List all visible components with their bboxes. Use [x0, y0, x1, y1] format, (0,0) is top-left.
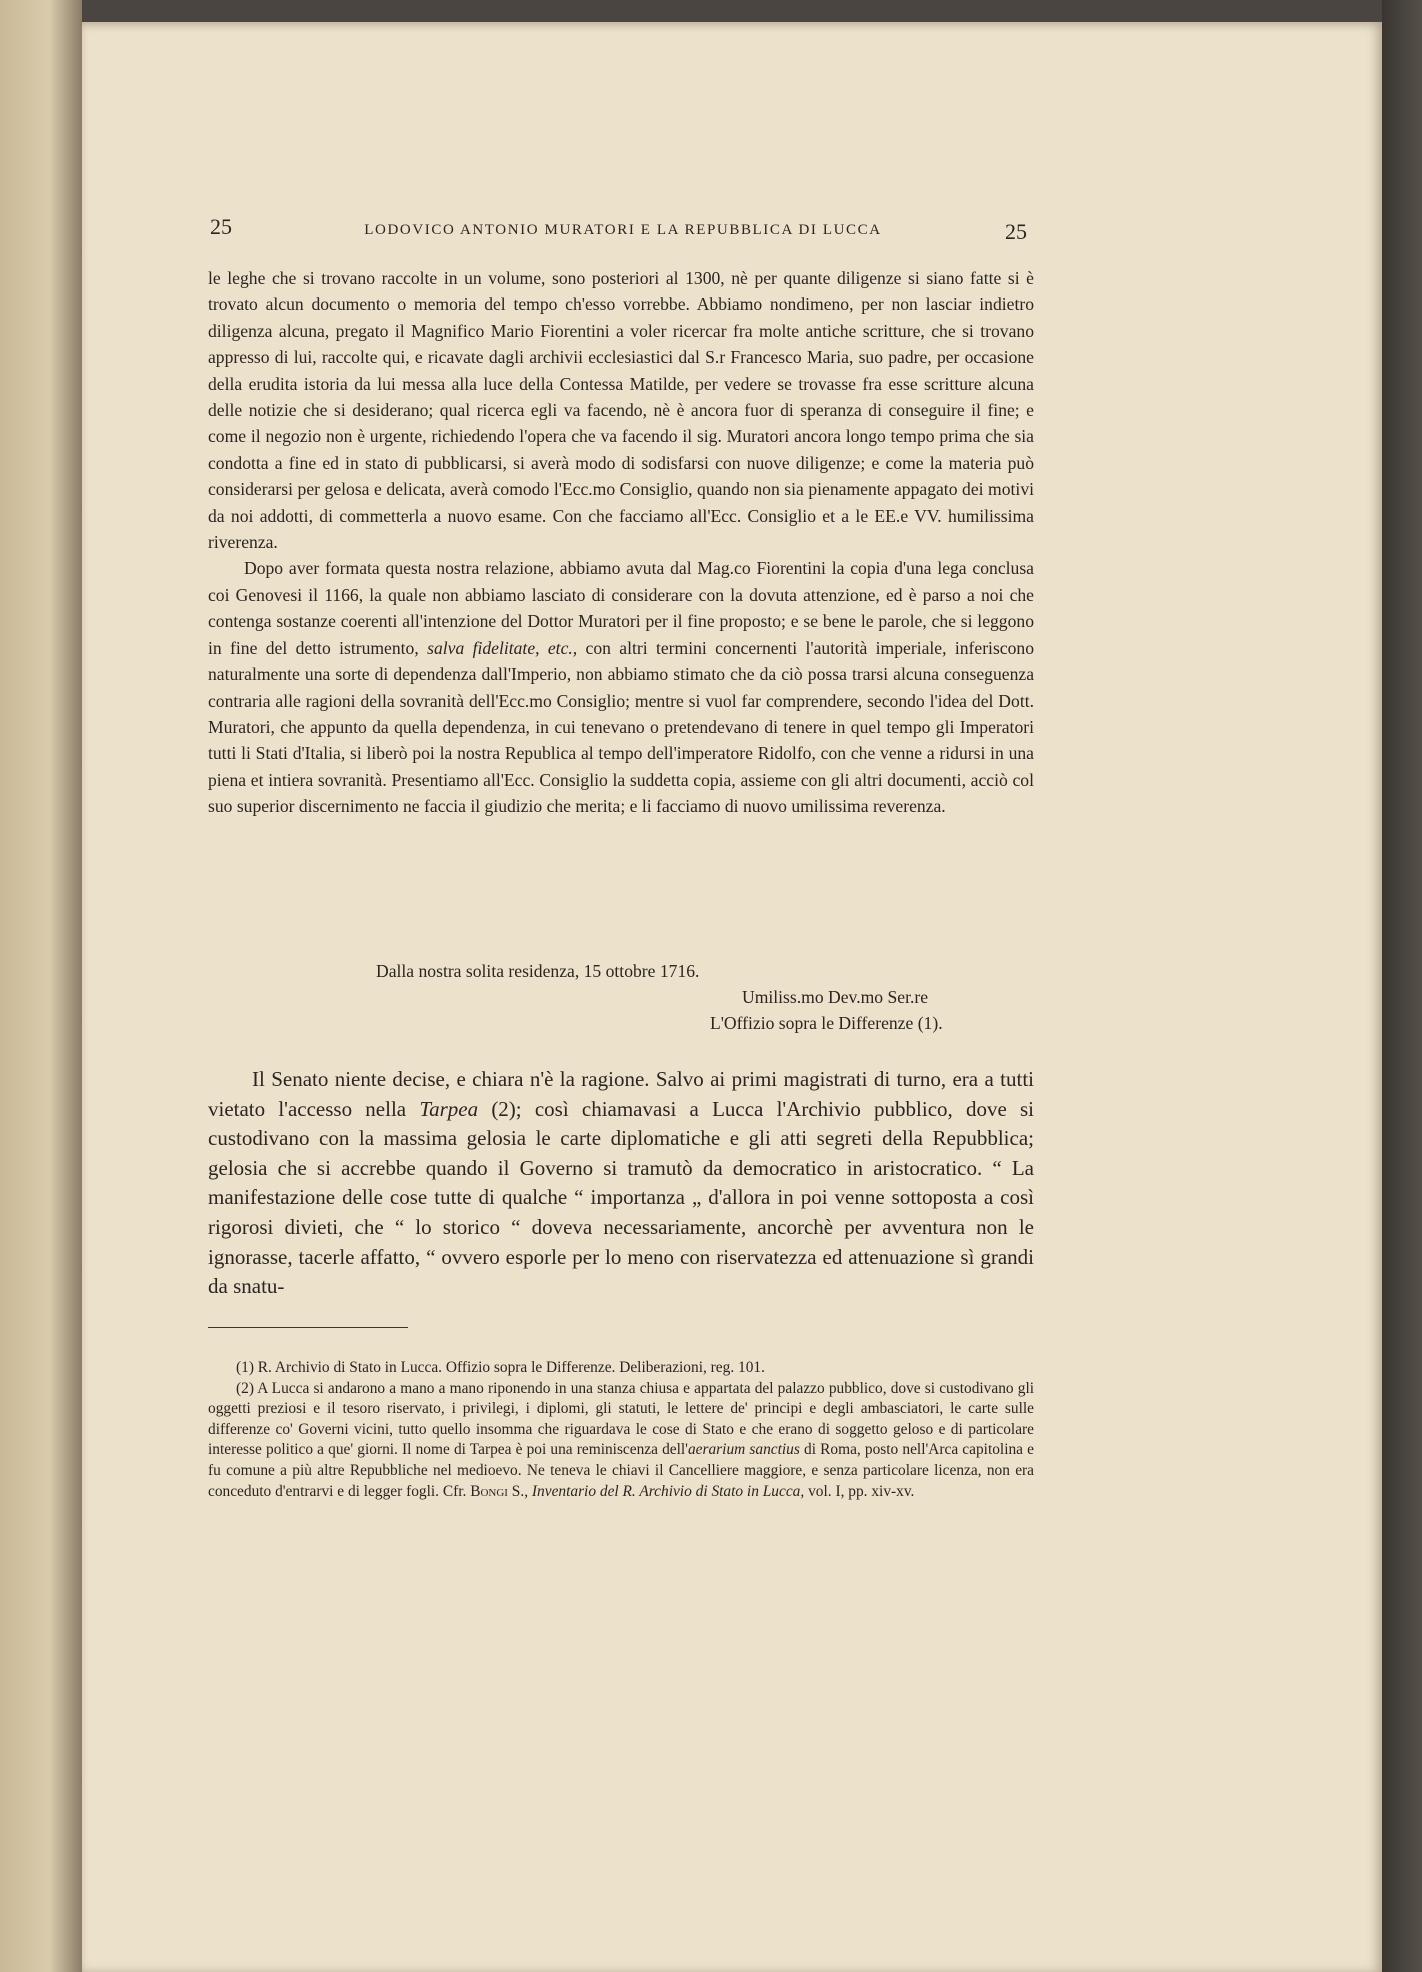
report-paragraph-1: le leghe che si trovano raccolte in un volume, sono posteriori al 1300, nè per quante diligenze si siano fatte si è trovato alcun documento o memoria del tempo ch'esso vorrebbe. Abbiamo nondimeno, per non lasciar indietro diligenza alcuna, pregato il Magnifico Mario Fiorentini a voler ricercar fra molte antiche scritture, che si trovano appresso di lui, raccolte qui, e ricavate dagli archivii ecclesiastici dal S.r Francesco Maria, suo padre, per occasione della erudita istoria da lui messa alla luce della Contessa Matilde, per vedere se trovasse fra esse scritture alcuna delle notizie che si desiderano; qual ricerca egli va facendo, nè è ancora fuor di speranza di conseguire il fine; e come il negozio non è urgente, richiedendo l'opera che va facendo il sig. Muratori ancora longo tempo prima che sia condotta a fine ed in stato di pubblicarsi, si averà modo di sodisfarsi con nuove diligenze; e come la materia può considerarsi per gelosa e delicata, averà comodo l'Ecc.mo Consiglio, quando non sia pienamente appagato dei motivi da noi addotti, di commetterla a nuovo esame. Con che facciamo all'Ecc. Consiglio et a le EE.e VV. humilissima riverenza. [208, 268, 1034, 553]
report-text [208, 265, 1034, 820]
closing-signature: L'Offizio sopra le Differenze (1). [710, 1013, 943, 1033]
page-number-right: 25 [1005, 219, 1027, 244]
footnote-rule [208, 1327, 408, 1328]
main-text [208, 1065, 1034, 1302]
facing-page-edge [0, 0, 82, 1972]
footnotes [208, 1358, 1034, 1502]
page-number-left: 25 [210, 214, 232, 239]
closing-salutation: Umiliss.mo Dev.mo Ser.re [742, 987, 929, 1007]
footnote-2: (2) A Lucca si andarono a mano a mano riponendo in una stanza chiusa e appartata del palazzo pubblico, dove si custodivano gli oggetti preziosi e il tesoro riservato, i privilegi, i diplomi, gli statuti, le lettere de' principi e degli ambasciatori, le carte sulle differenze co' Governi vicini, tutto quello insomma che riguardava le cose di Stato e che erano di soggetto geloso e di particolare interesse politico a que' giorni. Il nome di Tarpea è poi una reminiscenza dell'aerarium sanctius di Roma, posto nell'Arca capitolina e fu comune a più altre Repubbliche nel medioevo. Ne teneva le chiavi il Cancelliere maggiore, e senza particolare licenza, non era conceduto d'entrarvi e di legger fogli. Cfr. Bongi S., Inventario del R. Archivio di Stato in Lucca, vol. I, pp. xiv-xv. [208, 1379, 1034, 1500]
footnote-1: (1) R. Archivio di Stato in Lucca. Offizio sopra le Differenze. Deliberazioni, reg. 101. [236, 1359, 765, 1376]
report-paragraph-2: Dopo aver formata questa nostra relazione, abbiamo avuta dal Mag.co Fiorentini la copia d'una lega conclusa coi Genovesi il 1166, la quale non abbiamo lasciato di considerare con la dovuta attenzione, ed è parso a noi che contenga sostanze coerenti all'intenzione del Dottor Muratori per il fine proposto; e se bene le parole, che si leggono in fine del detto istrumento, salva fidelitate, etc., con altri termini concernenti l'autorità imperiale, inferiscono naturalmente una sorte di dependenza dall'Imperio, non abbiamo stimato che da ciò possa trarsi alcuna conseguenza contraria alle ragioni della sovranità dell'Ecc.mo Consiglio; mentre si vuol far comprendere, secondo l'idea del Dott. Muratori, che appunto da quella dependenza, in cui tenevano o pretendevano di tenere in quel tempo gli Imperatori tutti li Stati d'Italia, si liberò poi la nostra Republica al tempo dell'imperatore Ridolfo, con che venne a ridursi in una piena et intiera sovranità. Presentiamo all'Ecc. Consiglio la suddetta copia, assieme con gli altri documenti, acciò col suo superior discernimento ne faccia il giudizio che merita; e li facciamo di nuovo umilissima reverenza. [208, 558, 1034, 817]
closing-place-date: Dalla nostra solita residenza, 15 ottobre 1716. [376, 961, 700, 981]
background-edge [1382, 0, 1422, 1972]
main-paragraph: Il Senato niente decise, e chiara n'è la ragione. Salvo ai primi magistrati di turno, era a tutti vietato l'accesso nella Tarpea (2); così chiamavasi a Lucca l'Archivio pubblico, dove si custodivano con la massima gelosia le carte diplomatiche e gli atti segreti della Repubblica; gelosia che si accrebbe quando il Governo si tramutò da democratico in aristocratico. “ La manifestazione delle cose tutte di qualche “ importanza „ d'allora in poi venne sottoposta a così rigorosi divieti, che “ lo storico “ doveva necessariamente, ancorchè per avventura non le ignorasse, tacerle affatto, “ ovvero esporle per lo meno con riservatezza ed attenuazione sì grandi da snatu- [208, 1067, 1035, 1299]
running-title: LODOVICO ANTONIO MURATORI E LA REPUBBLICA DI LUCCA [364, 222, 882, 238]
